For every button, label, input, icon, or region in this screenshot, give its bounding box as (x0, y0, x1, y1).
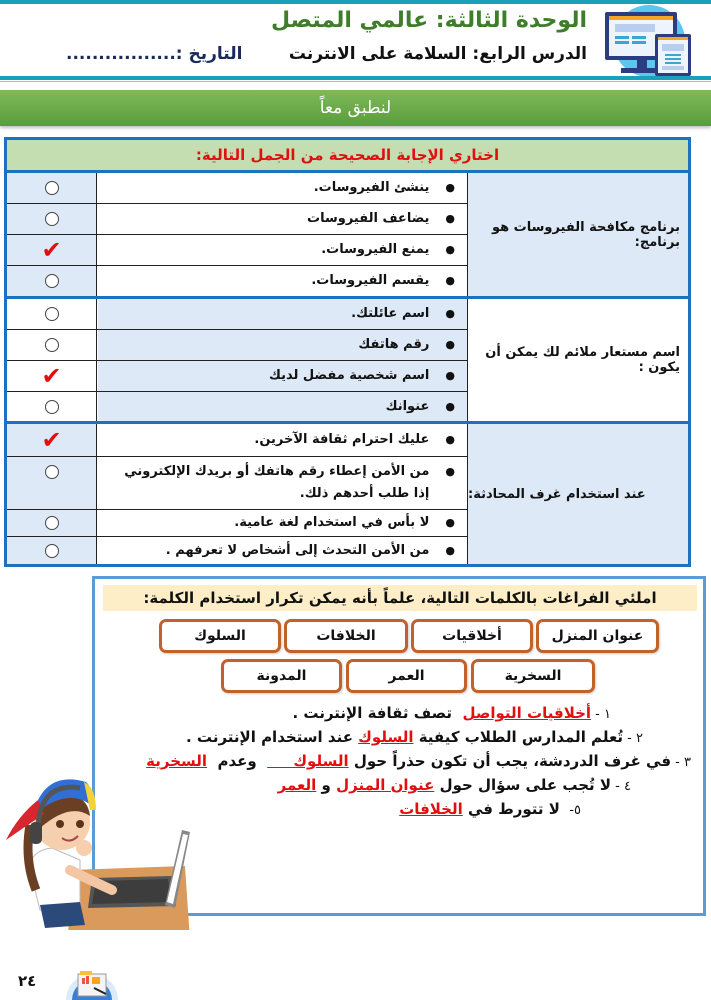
option-row[interactable] (7, 266, 467, 296)
radio-button[interactable] (45, 544, 59, 558)
option-row[interactable] (7, 510, 467, 537)
checkmark-icon[interactable]: ✔ (41, 362, 62, 390)
option-label: ● يمنع الفيروسات. (98, 235, 467, 265)
sentence-text: تُعلم المدارس الطلاب كيفية (413, 728, 624, 746)
filled-answer[interactable]: الخلافات (399, 800, 463, 818)
option-row[interactable] (7, 173, 467, 204)
fill-sentence (171, 702, 691, 726)
answer-mark-cell[interactable] (7, 266, 97, 296)
sentence-text: و (316, 776, 337, 794)
header-bottom-rule (0, 76, 711, 80)
answer-mark-cell[interactable] (7, 392, 97, 421)
sentence-number: ٣ - (671, 755, 691, 770)
option-label: ● عليك احترام ثقافة الآخرين. (98, 424, 467, 456)
filled-answer[interactable]: العمر (277, 776, 317, 794)
word-bank-chip[interactable]: السخرية (471, 659, 595, 693)
answer-mark-cell[interactable] (7, 361, 97, 391)
answer-mark-cell[interactable] (7, 537, 97, 564)
fill-sentence (171, 798, 691, 822)
answer-mark-cell[interactable] (7, 204, 97, 234)
option-label: ● من الأمن إعطاء رقم هاتفك أو بريدك الإلكتروني إذا طلب أحدهم ذلك. (98, 457, 467, 509)
answer-mark-cell[interactable] (7, 173, 97, 203)
option-row[interactable] (7, 457, 467, 510)
sentence-number: ٤ - (611, 779, 631, 794)
word-bank-chip[interactable]: العمر (346, 659, 467, 693)
sentence-number: ٢ - (623, 731, 643, 746)
unit-title: الوحدة الثالثة: عالمي المتصل (271, 8, 587, 33)
sentence-text: لا تتورط في (462, 800, 566, 818)
option-row[interactable] (7, 537, 467, 564)
option-row[interactable] (7, 235, 467, 266)
filled-answer[interactable]: السلوك (358, 728, 414, 746)
word-bank-chip[interactable]: الخلافات (284, 619, 408, 653)
option-label: ● يقسم الفيروسات. (98, 266, 467, 296)
bullet-icon: ● (445, 399, 455, 413)
header-bottom-rule-thin (0, 81, 711, 82)
question-text: اسم مستعار ملائم لك يمكن أن يكون : (485, 345, 680, 375)
option-label: ● ينشئ الفيروسات. (98, 173, 467, 203)
filled-answer[interactable]: السلوك (267, 752, 349, 770)
bullet-icon: ● (445, 433, 455, 446)
mcq-instruction: اختاري الإجابة الصحيحة من الجمل التالية: (7, 140, 688, 173)
bullet-icon: ● (445, 274, 455, 287)
option-label: ● من الأمن التحدث إلى أشخاص لا تعرفهم . (98, 537, 467, 564)
answer-mark-cell[interactable] (7, 424, 97, 456)
fill-sentences (146, 702, 691, 822)
answer-mark-cell[interactable] (7, 235, 97, 265)
question-cell (467, 173, 688, 296)
filled-answer[interactable]: عنوان المنزل (336, 776, 435, 794)
radio-button[interactable] (45, 400, 59, 414)
answer-mark-cell[interactable] (7, 457, 97, 509)
bullet-icon: ● (445, 181, 455, 194)
radio-button[interactable] (45, 516, 59, 530)
answer-mark-cell[interactable] (7, 330, 97, 360)
radio-button[interactable] (45, 212, 59, 226)
option-label: ● اسم شخصية مفضل لديك (98, 361, 467, 391)
option-label: ● لا بأس في استخدام لغة عامية. (98, 510, 467, 536)
filled-answer[interactable]: السخرية (146, 752, 208, 770)
question-group (7, 424, 688, 564)
radio-button[interactable] (45, 274, 59, 288)
bullet-icon: ● (445, 212, 455, 225)
word-bank-chip[interactable]: السلوك (159, 619, 281, 653)
question-cell (467, 299, 688, 421)
page-number: ٢٤ (18, 972, 37, 990)
question-text: برنامج مكافحة الفيروسات هو برنامج: (491, 219, 680, 250)
option-row[interactable] (7, 299, 467, 330)
sentence-text: في غرف الدردشة، يجب أن تكون حذراً حول (348, 752, 672, 770)
option-row[interactable] (7, 330, 467, 361)
question-group (7, 299, 688, 424)
option-row[interactable] (7, 424, 467, 457)
fill-instruction: املئي الفراغات بالكلمات التالية، علماً بأنه يمكن تكرار استخدام الكلمة: (103, 585, 697, 611)
book-icon (64, 966, 120, 1000)
radio-button[interactable] (45, 338, 59, 352)
date-field[interactable]: التاريخ :................. (66, 44, 243, 64)
bullet-icon: ● (445, 243, 455, 256)
sentence-text: عند استخدام الإنترنت . (186, 728, 359, 746)
option-label: ● اسم عائلتك. (98, 299, 467, 329)
option-row[interactable] (7, 392, 467, 421)
bullet-icon: ● (445, 307, 455, 320)
filled-answer[interactable]: أخلاقيات التواصل (462, 704, 592, 722)
sentence-number: ٥- (565, 803, 581, 818)
mcq-table (4, 137, 691, 567)
radio-button[interactable] (45, 307, 59, 321)
option-row[interactable] (7, 204, 467, 235)
option-row[interactable] (7, 361, 467, 392)
sentence-text: لا تُجب على سؤال حول (434, 776, 612, 794)
option-label: ● رقم هاتفك (98, 330, 467, 360)
word-bank-chip[interactable]: المدونة (221, 659, 342, 693)
bullet-icon: ● (445, 516, 455, 529)
section-banner: لنطبق معاً (0, 90, 711, 126)
question-text: عند استخدام غرف المحادثة: (468, 486, 646, 502)
fill-sentence (146, 750, 691, 774)
sentence-text: تصف ثقافة الإنترنت . (292, 704, 463, 722)
bullet-icon: ● (445, 543, 455, 557)
fill-sentence (171, 774, 691, 798)
computer-screens-icon (597, 4, 697, 78)
answer-mark-cell[interactable] (7, 510, 97, 536)
lesson-title: الدرس الرابع: السلامة على الانترنت (288, 44, 587, 64)
checkmark-icon[interactable]: ✔ (41, 236, 62, 264)
sentence-text: وعدم (207, 752, 268, 770)
checkmark-icon[interactable]: ✔ (41, 426, 62, 454)
question-cell (467, 424, 688, 564)
option-label: ● يضاعف الفيروسات (98, 204, 467, 234)
bullet-icon: ● (445, 338, 455, 351)
sentence-number: ١ - (591, 707, 611, 722)
answer-mark-cell[interactable] (7, 299, 97, 329)
bullet-icon: ● (445, 465, 455, 478)
bullet-icon: ● (445, 369, 455, 382)
fill-sentence (171, 726, 691, 750)
word-bank-chip[interactable]: أخلاقيات (411, 619, 533, 653)
word-bank-chip[interactable]: عنوان المنزل (536, 619, 659, 653)
question-group (7, 173, 688, 299)
girl-with-laptop-illustration (0, 730, 200, 930)
option-label: ● عنوانك (98, 392, 467, 421)
radio-button[interactable] (45, 465, 59, 479)
radio-button[interactable] (45, 181, 59, 195)
